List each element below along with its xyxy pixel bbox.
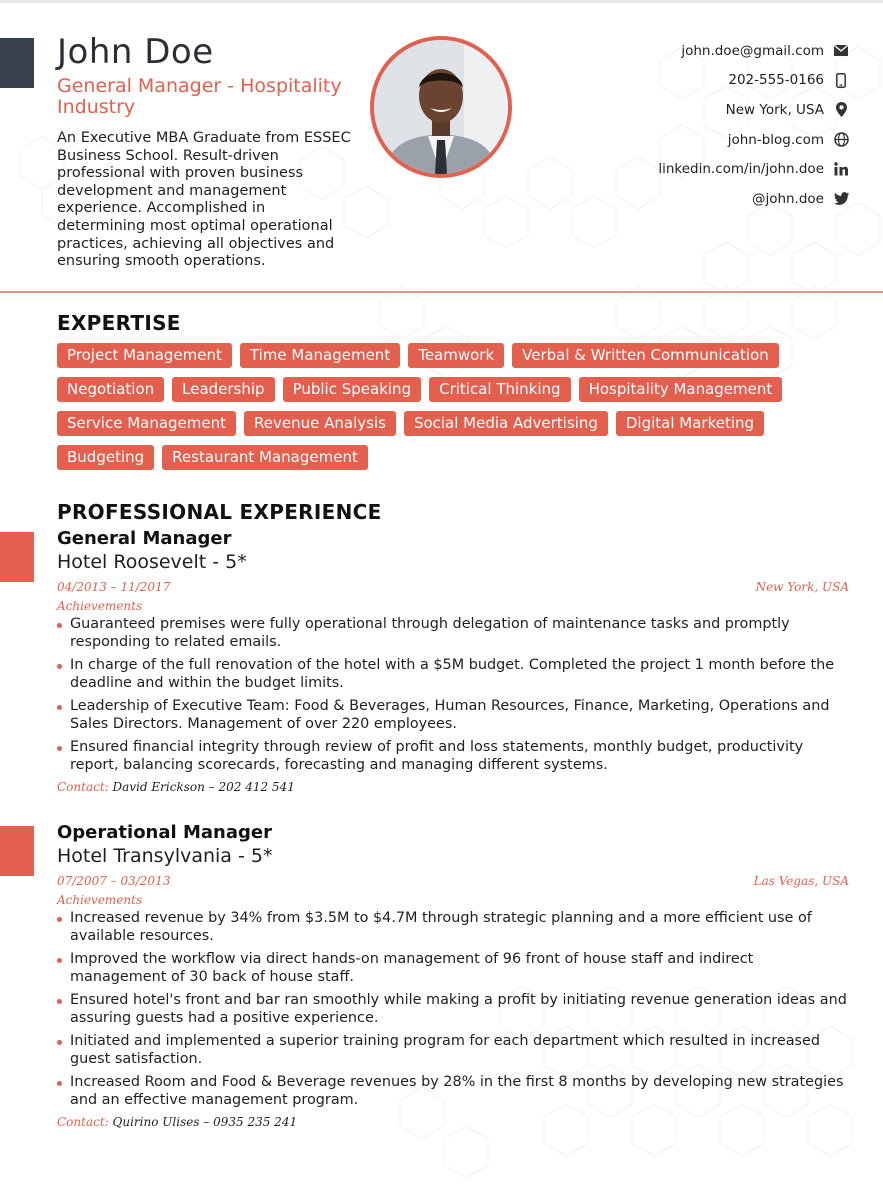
contact-location-text: New York, USA <box>725 101 824 118</box>
contact-twitter[interactable] <box>529 184 849 214</box>
contact-list <box>529 36 849 214</box>
contact-phone-text: 202-555-0166 <box>728 72 824 89</box>
job-dates: 07/2007 – 03/2013 <box>57 874 171 888</box>
job-location: New York, USA <box>755 580 849 594</box>
job-reference-label: Contact: <box>57 780 109 794</box>
skill-tag: Social Media Advertising <box>404 411 608 436</box>
name-accent-bar <box>0 38 34 88</box>
achievement-item: Ensured hotel's front and bar ran smoothly while making a profit by initiating revenue generation ideas and assuring guests had a positive experience. <box>57 992 849 1027</box>
top-border <box>0 0 883 3</box>
skill-tag: Budgeting <box>57 445 154 470</box>
expertise-heading: EXPERTISE <box>57 311 181 335</box>
profile-summary: An Executive MBA Graduate from ESSEC Business School. Result-driven professional with proven business development and management experience. Accomplished in determining most optimal operational practices, achieving all objectives and ensuring smooth operations. <box>57 130 351 270</box>
achievement-item: Ensured financial integrity through review of profit and loss statements, monthly budget, productivity report, balancing scorecards, forecasting and managing different systems. <box>57 739 849 774</box>
job-location: Las Vegas, USA <box>753 874 849 888</box>
job-meta <box>57 874 849 888</box>
skill-tag: Project Management <box>57 343 232 368</box>
contact-email-text: john.doe@gmail.com <box>681 42 824 59</box>
globe-icon <box>833 132 849 148</box>
achievement-item: Improved the workflow via direct hands-on management of 96 front of house staff and indirect management of 30 back of house staff. <box>57 951 849 986</box>
job-title: Operational Manager <box>57 822 272 843</box>
job-reference <box>57 780 849 794</box>
job-entry <box>57 822 849 1129</box>
contact-website[interactable] <box>529 125 849 155</box>
job-reference-value: David Erickson – 202 412 541 <box>112 780 295 794</box>
contact-twitter-text: @john.doe <box>751 190 824 207</box>
skills-list <box>57 343 857 479</box>
skill-tag: Verbal & Written Communication <box>512 343 779 368</box>
job-marker <box>0 532 34 582</box>
achievements-label: Achievements <box>57 893 143 907</box>
skill-tag: Hospitality Management <box>579 377 783 402</box>
job-reference-label: Contact: <box>57 1115 109 1129</box>
skill-tag: Service Management <box>57 411 236 436</box>
phone-icon <box>833 72 849 88</box>
skill-tag: Leadership <box>172 377 274 402</box>
contact-phone[interactable] <box>529 66 849 96</box>
linkedin-icon <box>833 161 849 177</box>
skill-tag: Digital Marketing <box>616 411 764 436</box>
skill-tag: Critical Thinking <box>429 377 570 402</box>
job-reference <box>57 1115 849 1129</box>
achievement-item: Increased revenue by 34% from $3.5M to $4.7M through strategic planning and a more efficient use of available resources. <box>57 910 849 945</box>
job-dates: 04/2013 – 11/2017 <box>57 580 171 594</box>
job-reference-value: Quirino Ulises – 0935 235 241 <box>112 1115 298 1129</box>
achievement-item: Guaranteed premises were fully operational through delegation of maintenance tasks and promptly responding to related emails. <box>57 616 849 651</box>
contact-email[interactable] <box>529 36 849 66</box>
skill-tag: Revenue Analysis <box>244 411 396 436</box>
candidate-role: General Manager - Hospitality Industry <box>57 75 342 118</box>
achievement-item: Increased Room and Food & Beverage revenues by 28% in the first 8 months by developing new strategies and an effective management program. <box>57 1074 849 1109</box>
achievements-list <box>57 910 849 1109</box>
job-title: General Manager <box>57 528 232 549</box>
contact-location <box>529 95 849 125</box>
twitter-icon <box>833 191 849 207</box>
job-entry <box>57 528 849 794</box>
skill-tag: Negotiation <box>57 377 164 402</box>
contact-website-text: john-blog.com <box>727 131 824 148</box>
envelope-icon <box>833 43 849 59</box>
achievement-item: In charge of the full renovation of the hotel with a $5M budget. Completed the project 1 month before the deadline and within the budget limits. <box>57 657 849 692</box>
profile-photo <box>370 36 512 178</box>
person-portrait-icon <box>374 40 508 174</box>
contact-linkedin-text: linkedin.com/in/john.doe <box>658 161 824 178</box>
job-company: Hotel Roosevelt - 5* <box>57 551 247 573</box>
achievements-list <box>57 616 849 774</box>
contact-linkedin[interactable] <box>529 154 849 184</box>
skill-tag: Time Management <box>240 343 400 368</box>
candidate-name: John Doe <box>57 32 214 72</box>
experience-heading: PROFESSIONAL EXPERIENCE <box>57 500 382 524</box>
skill-tag: Public Speaking <box>283 377 422 402</box>
achievement-item: Leadership of Executive Team: Food & Beverages, Human Resources, Finance, Marketing, Operations and Sales Directors. Management of over 220 employees. <box>57 698 849 733</box>
job-company: Hotel Transylvania - 5* <box>57 845 273 867</box>
job-meta <box>57 580 849 594</box>
job-marker <box>0 826 34 876</box>
achievements-label: Achievements <box>57 599 143 613</box>
achievement-item: Initiated and implemented a superior training program for each department which resulted in increased guest satisfaction. <box>57 1033 849 1068</box>
skill-tag: Restaurant Management <box>162 445 368 470</box>
location-pin-icon <box>833 102 849 118</box>
header-divider <box>0 291 883 293</box>
skill-tag: Teamwork <box>408 343 504 368</box>
